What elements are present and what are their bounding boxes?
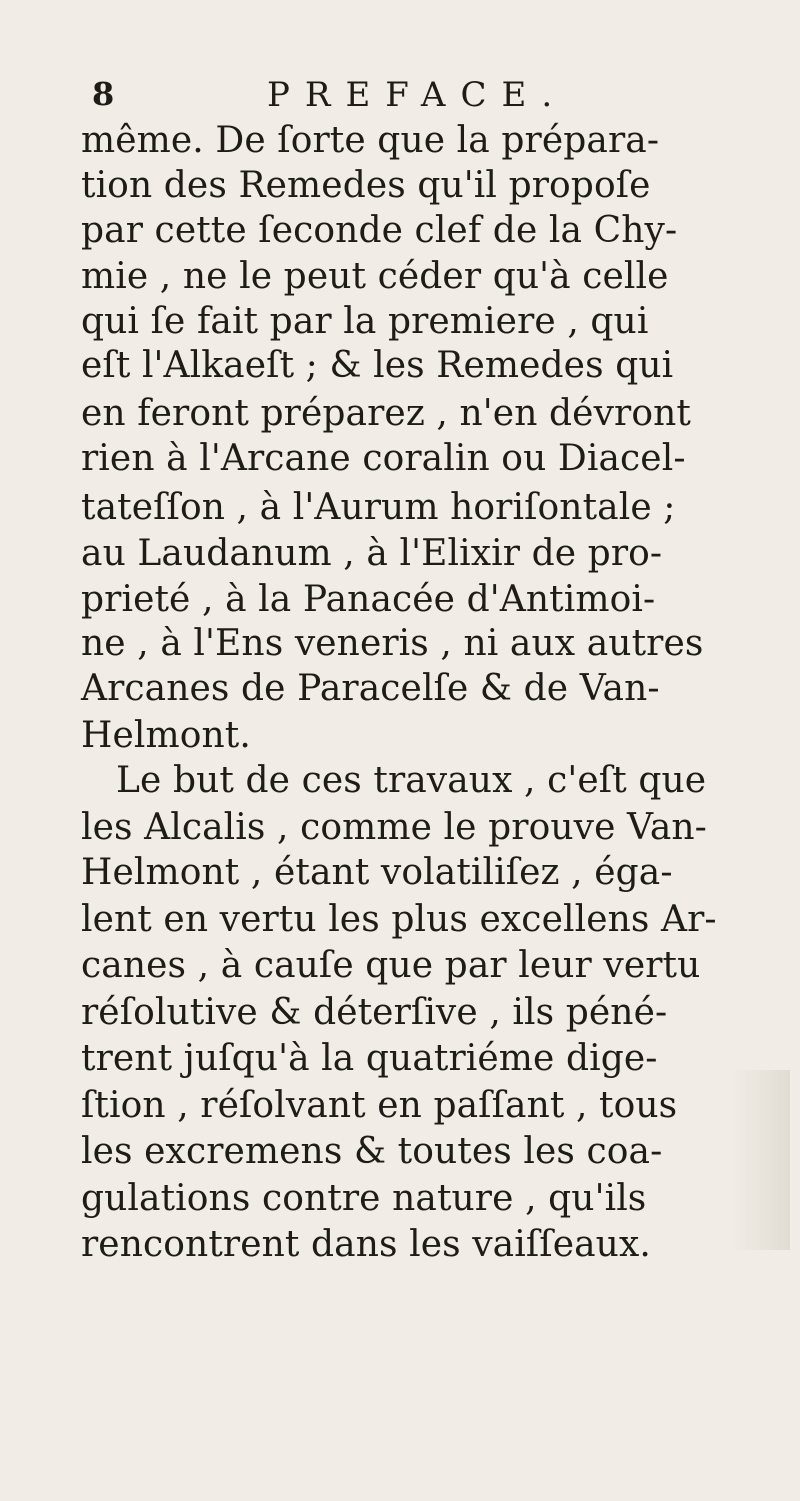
text-line-13: Arcanes de Paracelſe & de Van-	[81, 668, 660, 709]
text-line-7: en feront préparez , n'en dévront	[81, 393, 691, 434]
text-line-23: les excremens & toutes les coa-	[81, 1131, 663, 1172]
text-line-19: canes , à cauſe que par leur vertu	[81, 945, 701, 986]
text-line-4: mie , ne le peut céder qu'à celle	[81, 256, 669, 297]
text-line-3: par cette ſeconde clef de la Chy-	[81, 210, 678, 251]
text-line-10: au Laudanum , à l'Elixir de pro-	[81, 533, 663, 574]
text-line-24: gulations contre nature , qu'ils	[81, 1178, 647, 1219]
text-line-1: même. De ſorte que la prépara-	[81, 120, 660, 161]
text-line-22: ſtion , réſolvant en paſſant , tous	[81, 1085, 678, 1126]
text-line-16: les Alcalis , comme le prouve Van-	[81, 807, 707, 848]
text-line-9: tateſſon , à l'Aurum horiſontale ;	[81, 487, 676, 528]
text-line-20: réſolutive & déterſive , ils péné-	[81, 992, 668, 1033]
text-line-15: Le but de ces travaux , c'eſt que	[116, 760, 707, 801]
text-line-21: trent juſqu'à la quatriéme dige-	[81, 1038, 658, 1079]
text-line-5: qui ſe fait par la premiere , qui	[81, 301, 649, 342]
text-line-18: lent en vertu les plus excellens Ar-	[81, 899, 717, 940]
page-number: 8	[92, 75, 115, 113]
text-line-17: Helmont , étant volatiliſez , éga-	[81, 852, 673, 893]
page-edge-shadow	[730, 1070, 790, 1250]
text-line-11: prieté , à la Panacée d'Antimoi-	[81, 579, 656, 620]
text-line-12: ne , à l'Ens veneris , ni aux autres	[81, 623, 704, 664]
header-title: PREFACE.	[267, 75, 568, 115]
text-line-8: rien à l'Arcane coralin ou Diacel-	[81, 438, 686, 479]
text-line-14: Helmont.	[81, 715, 251, 756]
text-line-2: tion des Remedes qu'il propoſe	[81, 165, 651, 206]
text-line-25: rencontrent dans les vaiſſeaux.	[81, 1224, 651, 1265]
text-line-6: eſt l'Alkaeſt ; & les Remedes qui	[81, 345, 674, 386]
